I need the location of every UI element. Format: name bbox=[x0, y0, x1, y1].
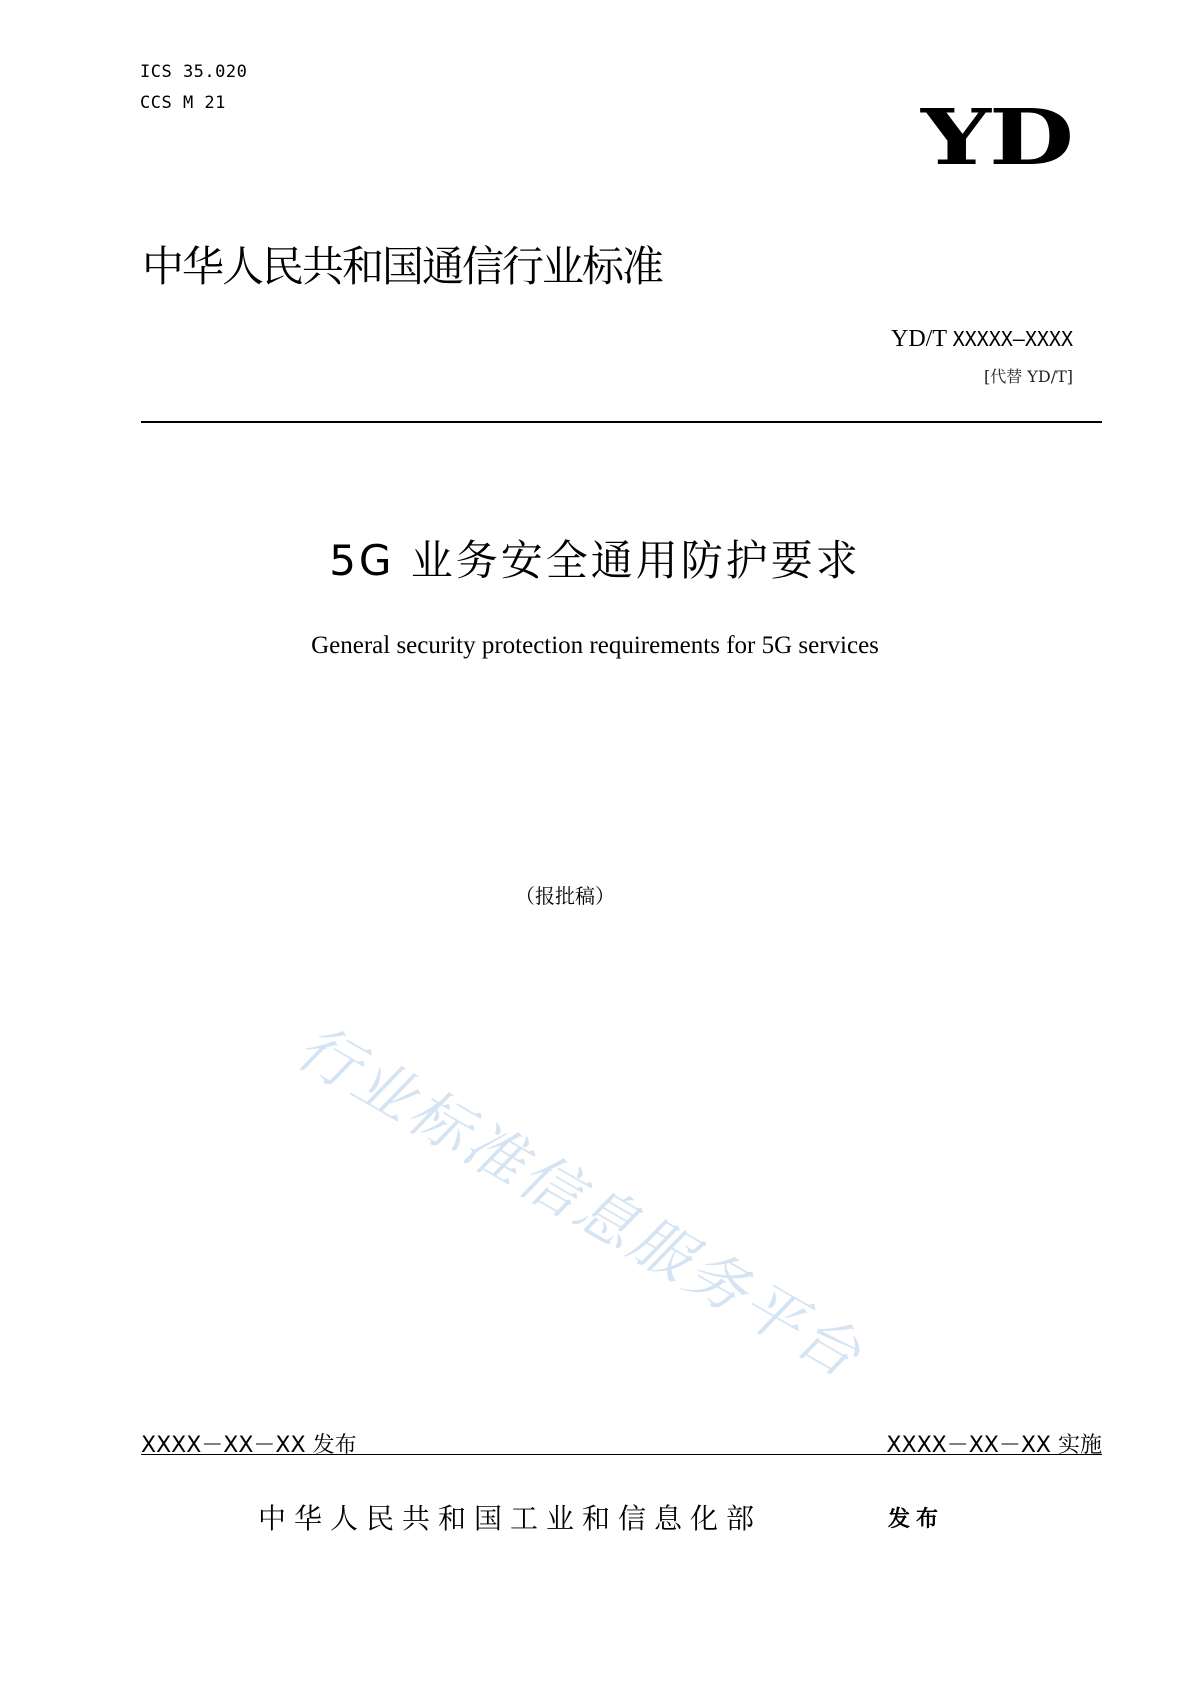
standard-number-prefix: YD/T bbox=[891, 326, 953, 352]
standard-category-title: 中华人民共和国通信行业标准 bbox=[142, 242, 663, 291]
ccs-code: CCS M 21 bbox=[140, 93, 226, 113]
issue-label: 发布 bbox=[888, 1507, 945, 1532]
standard-number bbox=[891, 326, 1073, 353]
effective-date: XXXX－XX－XX 实施 bbox=[886, 1433, 1102, 1458]
replaces-note: [代替 YD/T] bbox=[983, 367, 1073, 386]
draft-stage: （报批稿） bbox=[515, 884, 615, 908]
ics-code: ICS 35.020 bbox=[140, 62, 248, 82]
release-date: XXXX－XX－XX 发布 bbox=[141, 1433, 357, 1458]
issuing-authority: 中华人民共和国工业和信息化部 bbox=[258, 1502, 763, 1535]
standard-number-code: XXXXX—XXXX bbox=[952, 327, 1073, 351]
document-title-cn: 5G 业务安全通用防护要求 bbox=[329, 536, 861, 585]
watermark: 行业标准信息服务平台 bbox=[285, 1012, 875, 1393]
footer-divider bbox=[141, 1454, 1102, 1455]
document-title-en: General security protection requirements for 5G services bbox=[311, 632, 879, 659]
header-divider bbox=[141, 421, 1102, 423]
yd-logo: YD bbox=[921, 92, 1072, 183]
